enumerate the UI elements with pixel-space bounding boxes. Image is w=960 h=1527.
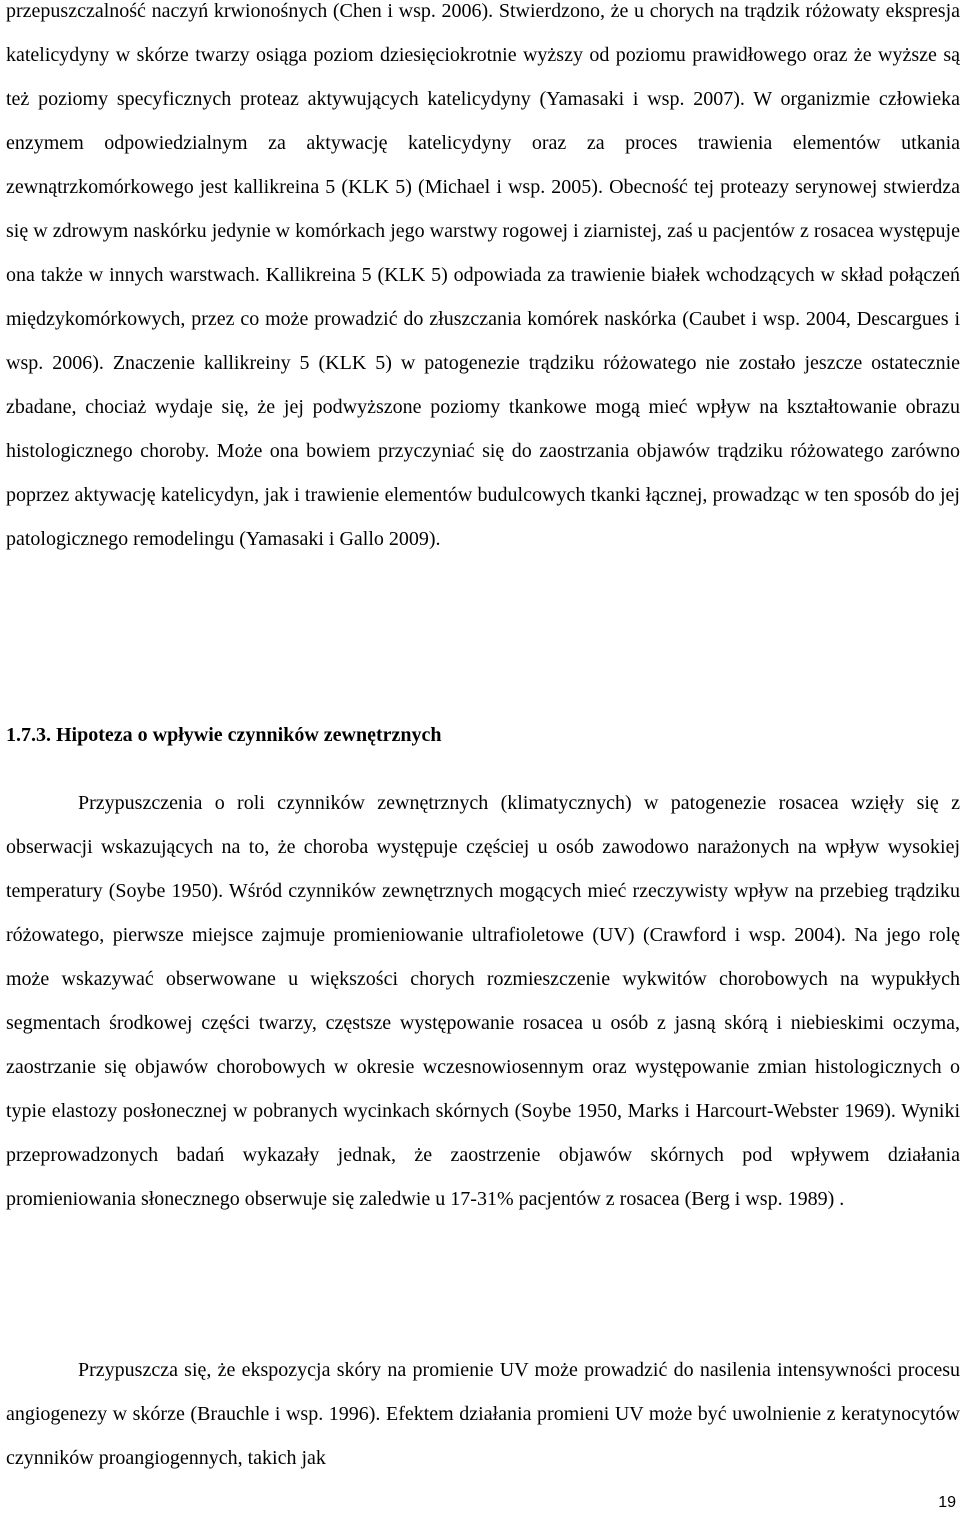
paragraph-czynniki-zewnetrzne: Przypuszczenia o roli czynników zewnętrznych (klimatycznych) w patogenezie rosacea wzięły się z obserwacji wskazujących na to, że choroba występuje częściej u osób zawodowo narażonych na wpływ wysokiej temperatury (Soybe 1950). Wśród czynników zewnętrznych mogących mieć rzeczywisty wpływ na przebieg trądziku różowatego, pierwsze miejsce zajmuje promieniowanie ultrafioletowe (UV) (Crawford i wsp. 2004). Na jego rolę może wskazywać obserwowane u większości chorych rozmieszczenie wykwitów chorobowych na wypukłych segmentach środkowej części twarzy, częstsze występowanie rosacea u osób z jasną skórą i niebieskimi oczyma, zaostrzanie się objawów chorobowych w okresie wczesnowiosennym oraz występowanie zmian histologicznych o typie elastozy posłonecznej w pobranych wycinkach skórnych (Soybe 1950, Marks i Harcourt-Webster 1969). Wyniki przeprowadzonych badań wykazały jednak, że zaostrzenie objawów skórnych pod wpływem działania promieniowania słonecznego obserwuje się zaledwie u 17-31% pacjentów z rosacea (Berg i wsp. 1989) . [6,792,960,1210]
paragraph-promieniowanie-uv: Przypuszcza się, że ekspozycja skóry na promienie UV może prowadzić do nasilenia intensywności procesu angiogenezy w skórze (Brauchle i wsp. 1996). Efektem działania promieni UV może być uwolnienie z keratynocytów czynników proangiogennych, takich jak [6,1359,960,1469]
section-heading: 1.7.3. Hipoteza o wpływie czynników zewnętrznych [6,724,442,746]
page-number: 19 [938,1494,956,1511]
paragraph-katelicydyna: przepuszczalność naczyń krwionośnych (Chen i wsp. 2006). Stwierdzono, że u chorych na trądzik różowaty ekspresja katelicydyny w skórze twarzy osiąga poziom dziesięciokrotnie wyższy od poziomu prawidłowego oraz że wyższe są też poziomy specyficznych proteaz aktywujących katelicydyny (Yamasaki i wsp. 2007). W organizmie człowieka enzymem odpowiedzialnym za aktywację katelicydyny oraz za proces trawienia elementów utkania zewnątrzkomórkowego jest kallikreina 5 (KLK 5) (Michael i wsp. 2005). Obecność tej proteazy serynowej stwierdza się w zdrowym naskórku jedynie w komórkach jego warstwy rogowej i ziarnistej, zaś u pacjentów z rosacea występuje ona także w innych warstwach. Kallikreina 5 (KLK 5) odpowiada za trawienie białek wchodzących w skład połączeń międzykomórkowych, przez co może prowadzić do złuszczania komórek naskórka (Caubet i wsp. 2004, Descargues i wsp. 2006). Znaczenie kallikreiny 5 (KLK 5) w patogenezie trądziku różowatego nie zostało jeszcze ostatecznie zbadane, chociaż wydaje się, że jej podwyższone poziomy tkankowe mogą mieć wpływ na kształtowanie obrazu histologicznego choroby. Może ona bowiem przyczyniać się do zaostrzania objawów trądziku różowatego zarówno poprzez aktywację katelicydyn, jak i trawienie elementów budulcowych tkanki łącznej, prowadząc w ten sposób do jej patologicznego remodelingu (Yamasaki i Gallo 2009). [6,0,960,550]
